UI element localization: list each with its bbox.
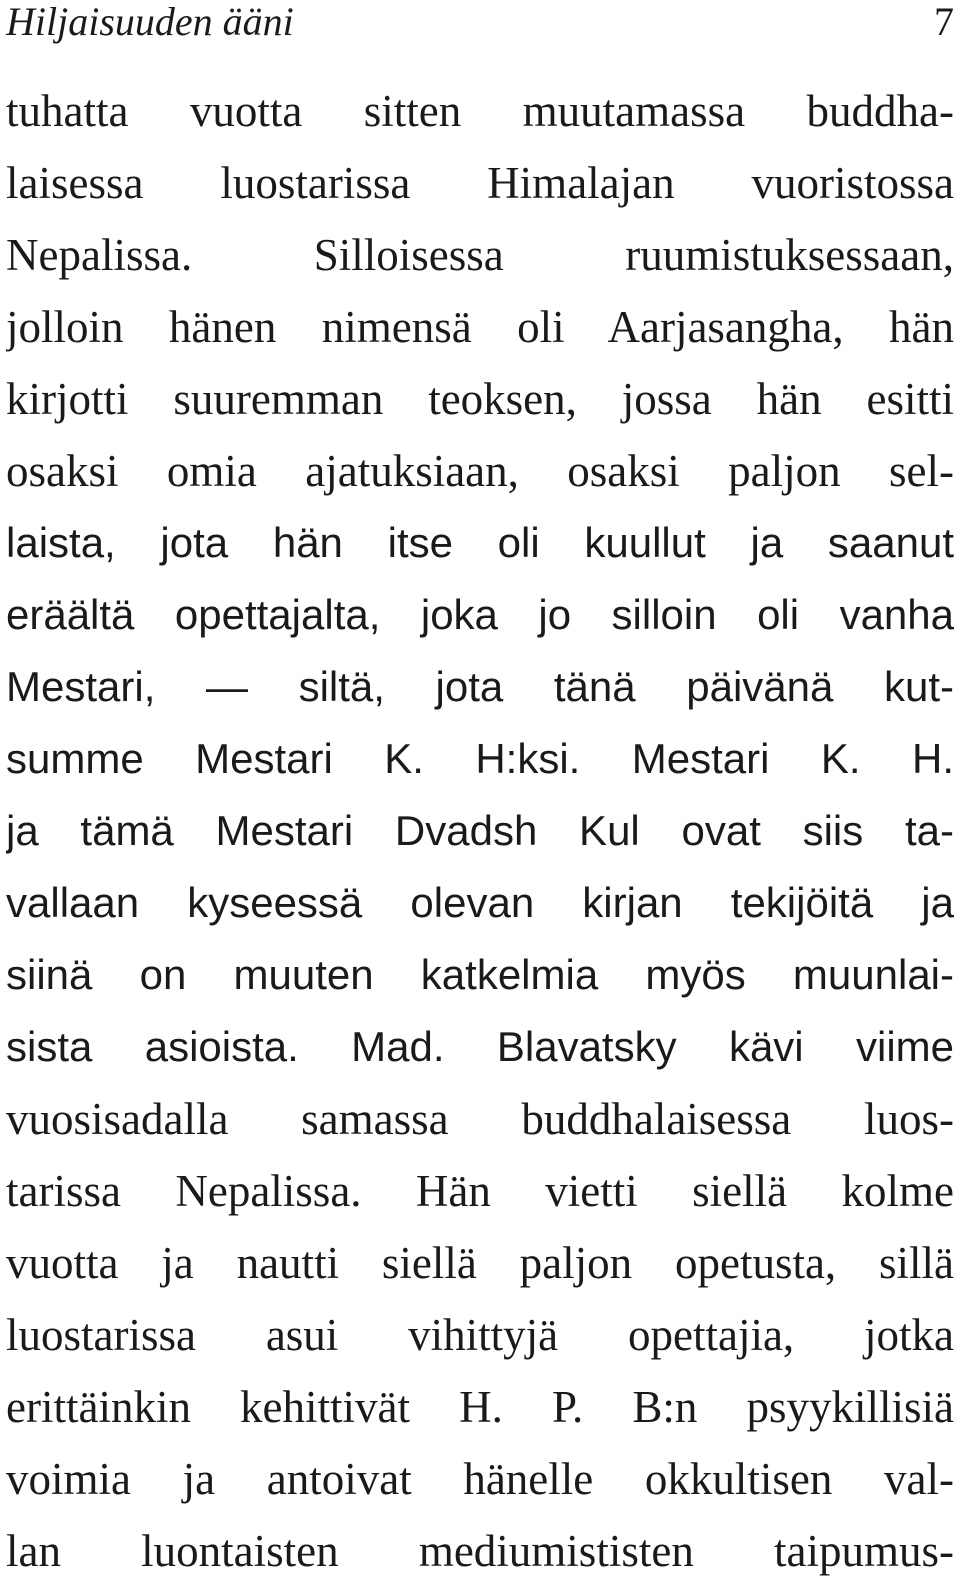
text-line: sista asioista. Mad. Blavatsky kävi viime [6,1023,954,1070]
text-line: vuosisadalla samassa buddhalaisessa luos- [6,1094,954,1144]
text-line: eräältä opettajalta, joka jo silloin oli vanha [6,591,954,638]
text-line: jolloin hänen nimensä oli Aarjasangha, hän [6,302,954,352]
text-line: kirjotti suuremman teoksen, jossa hän esitti [6,374,954,424]
text-line: summe Mestari K. H:ksi. Mestari K. H. [6,735,954,782]
text-line: laisessa luostarissa Himalajan vuoristossa [6,158,954,208]
text-line: vuotta ja nautti siellä paljon opetusta, sillä [6,1238,954,1288]
text-line: vallaan kyseessä olevan kirjan tekijöitä ja [6,879,954,926]
text-line: lan luontaisten mediumististen taipumus- [6,1526,954,1576]
text-line: tarissa Nepalissa. Hän vietti siellä kolme [6,1166,954,1216]
text-line: Mestari, — siltä, jota tänä päivänä kut- [6,663,954,710]
text-line: laista, jota hän itse oli kuullut ja saanut [6,519,954,566]
text-line: osaksi omia ajatuksiaan, osaksi paljon sel- [6,446,954,496]
page-number: 7 [934,0,954,44]
running-title: Hiljaisuuden ääni [6,0,294,44]
body-text [6,75,954,1587]
text-line: luostarissa asui vihittyjä opettajia, jotka [6,1310,954,1360]
text-line: tuhatta vuotta sitten muutamassa buddha- [6,86,954,136]
text-line: siinä on muuten katkelmia myös muunlai- [6,951,954,998]
text-line: Nepalissa. Silloisessa ruumistuksessaan, [6,230,954,280]
text-line: ja tämä Mestari Dvadsh Kul ovat siis ta- [6,807,954,854]
running-header [6,0,954,44]
text-line: voimia ja antoivat hänelle okkultisen val- [6,1454,954,1504]
text-line: erittäinkin kehittivät H. P. B:n psyykillisiä [6,1382,954,1432]
